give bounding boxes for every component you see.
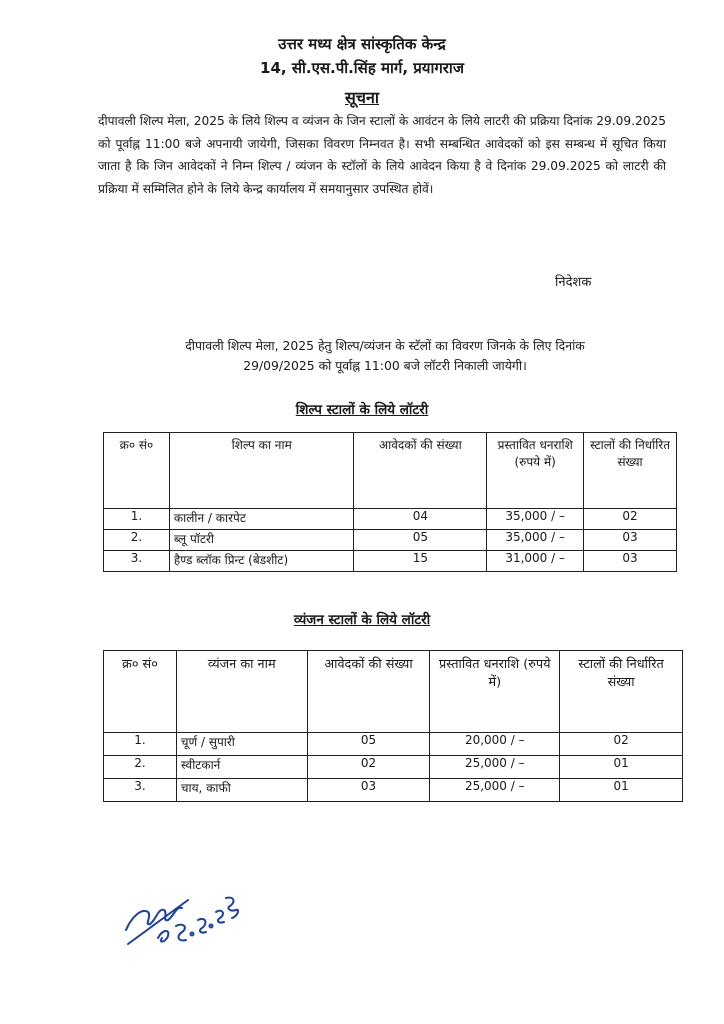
table-header-row: [104, 433, 677, 509]
lottery-summary: [100, 336, 670, 376]
handwritten-signature: [118, 868, 258, 958]
cell-stalls: 01: [560, 756, 683, 779]
header-serial: क्र० सं०: [104, 433, 170, 509]
notice-title: [0, 86, 724, 108]
cell-applicants: 05: [354, 530, 487, 551]
cell-amount: 31,000 / –: [487, 551, 584, 572]
cell-name: कालीन / कारपेट: [169, 509, 354, 530]
cell-stalls: 02: [584, 509, 677, 530]
cell-amount: 35,000 / –: [487, 530, 584, 551]
cell-applicants: 02: [307, 756, 430, 779]
table-row: [104, 551, 677, 572]
signatory: निदेशक: [555, 275, 592, 290]
cell-stalls: 03: [584, 530, 677, 551]
header-stalls: स्टालों की निर्धारित संख्या: [584, 433, 677, 509]
organization-address: 14, सी.एस.पी.सिंह मार्ग, प्रयागराज: [260, 59, 464, 77]
cell-serial: 2.: [104, 756, 177, 779]
summary-line-1: दीपावली शिल्प मेला, 2025 हेतु शिल्प/व्यंजन के स्टॅलों का विवरण जिनके के लिए दिनांक: [185, 338, 585, 353]
cell-applicants: 04: [354, 509, 487, 530]
cell-stalls: 02: [560, 733, 683, 756]
table-row: [104, 530, 677, 551]
cell-stalls: 01: [560, 779, 683, 802]
cell-amount: 20,000 / –: [430, 733, 560, 756]
header-craft-name: शिल्प का नाम: [169, 433, 354, 509]
header-applicants: आवेदकों की संख्या: [354, 433, 487, 509]
craft-section-title-text: शिल्प स्टालों के लिये लॉटरी: [295, 402, 429, 418]
cell-applicants: 05: [307, 733, 430, 756]
cell-name: चाय, काफी: [176, 779, 307, 802]
header-applicants: आवेदकों की संख्या: [307, 651, 430, 733]
header-amount: प्रस्तावित धनराशि (रुपये में): [487, 433, 584, 509]
cell-name: हैण्ड ब्लॉक प्रिन्ट (बेडशीट): [169, 551, 354, 572]
food-section-title: [0, 610, 724, 628]
header-stalls: स्टालों की निर्धारित संख्या: [560, 651, 683, 733]
cell-serial: 3.: [104, 551, 170, 572]
cell-serial: 1.: [104, 509, 170, 530]
cell-serial: 2.: [104, 530, 170, 551]
notice-title-text: सूचना: [344, 88, 379, 107]
cell-amount: 35,000 / –: [487, 509, 584, 530]
cell-name: स्वीटकार्न: [176, 756, 307, 779]
cell-stalls: 03: [584, 551, 677, 572]
table-row: [104, 756, 683, 779]
table-row: [104, 779, 683, 802]
cell-applicants: 03: [307, 779, 430, 802]
summary-line-2: 29/09/2025 को पूर्वाह्न 11:00 बजे लॉटरी निकाली जायेगी।: [243, 358, 527, 373]
cell-amount: 25,000 / –: [430, 756, 560, 779]
table-row: [104, 733, 683, 756]
table-header-row: [104, 651, 683, 733]
cell-name: ब्लू पॉटरी: [169, 530, 354, 551]
food-section-title-text: व्यंजन स्टालों के लिये लॉटरी: [293, 612, 431, 628]
header-amount: प्रस्तावित धनराशि (रुपये में): [430, 651, 560, 733]
cell-applicants: 15: [354, 551, 487, 572]
craft-lottery-table: [103, 432, 677, 572]
cell-serial: 3.: [104, 779, 177, 802]
notice-paragraph: दीपावली शिल्प मेला, 2025 के लिये शिल्प व व्यंजन के जिन स्टालों के आवंटन के लिये लाटरी की प्रक्रिया दिनांक 29.09.2025 को पूर्वाह्न 11:00 बजे अपनायी जायेगी, जिसका विवरण निम्नवत है। सभी सम्बन्धित आवेदकों को इस सम्बन्ध में सूचित किया जाता है कि जिन आवेदकों ने निम्न शिल्प / व्यंजन के स्टॉलों के लिये आवेदन किया है वे दिनांक 29.09.2025 को लाटरी की प्रक्रिया में सम्मिलित होने के लिये केन्द्र कार्यालय में समयानुसार उपस्थित होवें।: [98, 114, 666, 196]
header-serial: क्र० सं०: [104, 651, 177, 733]
organization-name: उत्तर मध्य क्षेत्र सांस्कृतिक केन्द्र: [278, 35, 446, 53]
food-lottery-table: [103, 650, 683, 802]
craft-section-title: [0, 400, 724, 418]
header-food-name: व्यंजन का नाम: [176, 651, 307, 733]
cell-name: चूर्ण / सुपारी: [176, 733, 307, 756]
cell-serial: 1.: [104, 733, 177, 756]
cell-amount: 25,000 / –: [430, 779, 560, 802]
table-row: [104, 509, 677, 530]
